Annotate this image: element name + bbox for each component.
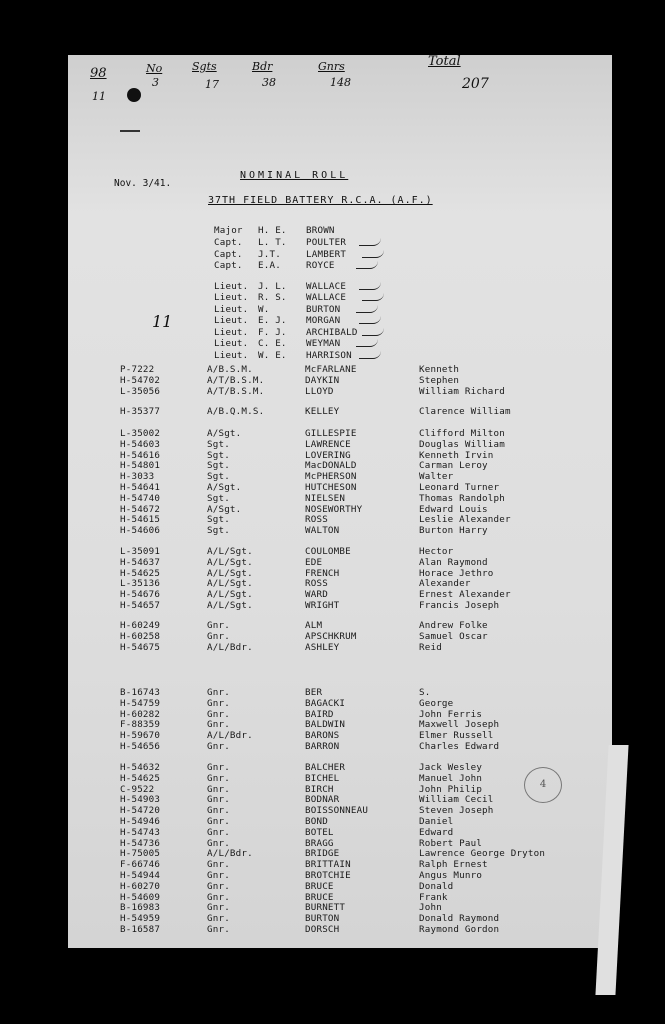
- rank: A/T/B.S.M.: [207, 374, 265, 386]
- service-number: H-54603: [120, 438, 161, 450]
- given-names: Charles Edward: [419, 741, 500, 752]
- surname: NOSEWORTHY: [305, 503, 363, 515]
- service-number: H-54959: [120, 913, 161, 925]
- given-names: Andrew Folke: [419, 620, 488, 631]
- surname: COULOMBE: [305, 546, 351, 557]
- surname: WALTON: [305, 525, 340, 537]
- surname: LLOYD: [305, 385, 334, 397]
- given-names: Hector: [419, 546, 454, 557]
- surname: LAWRENCE: [305, 438, 351, 450]
- surname: BALCHER: [305, 762, 346, 773]
- rank: Sgt.: [207, 471, 230, 483]
- given-names: Clifford Milton: [419, 428, 505, 439]
- service-number: H-75005: [120, 848, 161, 860]
- surname: LOVERING: [305, 449, 351, 461]
- given-names: Manuel John: [419, 772, 483, 784]
- note-no-value: 3: [152, 76, 159, 89]
- officer-name: HARRISON: [306, 350, 352, 361]
- note-gnr-label: Gnrs: [318, 60, 345, 73]
- officer-name: WEYMAN: [306, 338, 341, 349]
- officer-name: BURTON: [306, 304, 341, 315]
- service-number: B-16587: [120, 924, 161, 935]
- unit-name: 37TH FIELD BATTERY R.C.A. (A.F.): [208, 195, 433, 206]
- service-number: H-54637: [120, 556, 161, 568]
- surname: BRITTAIN: [305, 859, 351, 871]
- rank: Gnr.: [207, 772, 230, 784]
- officer-initials: J. L.: [258, 281, 287, 292]
- service-number: H-59670: [120, 730, 161, 742]
- given-names: Ralph Ernest: [419, 859, 488, 871]
- given-names: Edward Louis: [419, 503, 488, 515]
- rank: A/L/Bdr.: [207, 848, 253, 860]
- officer-name: ARCHIBALD: [306, 327, 358, 338]
- service-number: H-54615: [120, 514, 161, 526]
- given-names: S.: [419, 687, 431, 698]
- rank: Gnr.: [207, 630, 230, 642]
- rank: A/L/Sgt.: [207, 556, 253, 568]
- officer-initials: F. J.: [258, 327, 287, 338]
- rank: Gnr.: [207, 816, 230, 827]
- surname: NIELSEN: [305, 492, 346, 504]
- punch-hole-mark: [127, 88, 141, 102]
- given-names: Angus Munro: [419, 870, 483, 881]
- surname: BOTEL: [305, 826, 334, 838]
- service-number: H-54672: [120, 503, 161, 515]
- roll-date: Nov. 3/41.: [114, 178, 172, 189]
- surname: GILLESPIE: [305, 428, 357, 439]
- surname: EDE: [305, 556, 323, 568]
- given-names: William Cecil: [419, 794, 494, 806]
- given-names: Frank: [419, 891, 448, 903]
- service-number: H-60282: [120, 708, 161, 720]
- dash-mark: [120, 130, 140, 132]
- rank: A/L/Sgt.: [207, 578, 253, 590]
- service-number: H-3033: [120, 471, 155, 483]
- given-names: Carman Leroy: [419, 460, 488, 472]
- surname: MacDONALD: [305, 460, 357, 472]
- rank: Sgt.: [207, 514, 230, 526]
- note-total-value: 207: [462, 76, 489, 92]
- note-bdr-label: Bdr: [252, 60, 273, 73]
- service-number: H-54676: [120, 589, 161, 601]
- service-number: L-35056: [120, 385, 161, 397]
- service-number: H-54736: [120, 837, 161, 849]
- note-bdr-value: 38: [262, 76, 276, 89]
- surname: FRENCH: [305, 567, 340, 579]
- surname: BURNETT: [305, 902, 346, 914]
- officer-initials: L. T.: [258, 237, 287, 248]
- note-sgts-value: 17: [205, 78, 219, 91]
- service-number: H-54625: [120, 772, 161, 784]
- rank: Gnr.: [207, 687, 230, 698]
- service-number: H-54632: [120, 762, 161, 773]
- rank: A/B.S.M.: [207, 364, 253, 375]
- rank: Gnr.: [207, 783, 230, 795]
- given-names: Alexander: [419, 578, 471, 590]
- officer-rank: Major: [214, 225, 243, 236]
- rank: Sgt.: [207, 525, 230, 537]
- given-names: George: [419, 697, 454, 709]
- surname: DORSCH: [305, 924, 340, 935]
- note-col1-bottom: 11: [92, 90, 106, 103]
- rank: Sgt.: [207, 449, 230, 461]
- given-names: Jack Wesley: [419, 762, 483, 773]
- service-number: L-35136: [120, 578, 161, 590]
- surname: DAYKIN: [305, 374, 340, 386]
- surname: WRIGHT: [305, 600, 340, 611]
- rank: A/L/Sgt.: [207, 589, 253, 601]
- officer-rank: Lieut.: [214, 327, 249, 338]
- note-gnr-value: 148: [330, 76, 351, 89]
- service-number: H-60249: [120, 620, 161, 631]
- surname: ROSS: [305, 578, 328, 590]
- officer-name: POULTER: [306, 237, 347, 248]
- service-number: H-54657: [120, 600, 161, 611]
- service-number: H-54740: [120, 492, 161, 504]
- given-names: John Ferris: [419, 708, 483, 720]
- rank: A/Sgt.: [207, 482, 242, 493]
- rank: Gnr.: [207, 697, 230, 709]
- note-total-label: Total: [428, 54, 461, 69]
- service-number: P-7222: [120, 364, 155, 375]
- service-number: H-54743: [120, 826, 161, 838]
- service-number: H-54759: [120, 697, 161, 709]
- officer-rank: Lieut.: [214, 281, 249, 292]
- service-number: H-60258: [120, 630, 161, 642]
- surname: APSCHKRUM: [305, 630, 357, 642]
- rank: A/L/Bdr.: [207, 730, 253, 742]
- surname: BODNAR: [305, 794, 340, 806]
- given-names: Lawrence George Dryton: [419, 848, 546, 860]
- surname: BIRCH: [305, 783, 334, 795]
- service-number: H-54656: [120, 741, 161, 752]
- given-names: John: [419, 902, 442, 914]
- rank: Gnr.: [207, 902, 230, 914]
- officer-initials: E.A.: [258, 260, 281, 271]
- surname: BRIDGE: [305, 848, 340, 860]
- officer-rank: Capt.: [214, 249, 243, 260]
- page-number-stamp: 4: [524, 767, 562, 803]
- officer-name: MORGAN: [306, 315, 341, 326]
- rank: A/Sgt.: [207, 503, 242, 515]
- surname: BRUCE: [305, 891, 334, 903]
- given-names: Donald: [419, 880, 454, 892]
- note-col1-top: 98: [90, 66, 107, 81]
- given-names: Kenneth: [419, 364, 460, 375]
- officer-initials: C. E.: [258, 338, 287, 349]
- service-number: H-35377: [120, 406, 161, 417]
- rank: Gnr.: [207, 880, 230, 892]
- rank: Gnr.: [207, 762, 230, 773]
- service-number: L-35091: [120, 546, 161, 557]
- given-names: William Richard: [419, 385, 505, 397]
- rank: A/L/Sgt.: [207, 567, 253, 579]
- given-names: Steven Joseph: [419, 805, 494, 817]
- rank: A/L/Bdr.: [207, 641, 253, 653]
- given-names: Leonard Turner: [419, 482, 500, 493]
- given-names: Leslie Alexander: [419, 514, 511, 526]
- officer-name: ROYCE: [306, 260, 335, 271]
- given-names: Stephen: [419, 374, 460, 386]
- service-number: H-54944: [120, 870, 161, 881]
- surname: WARD: [305, 589, 328, 601]
- given-names: Raymond Gordon: [419, 924, 500, 935]
- officer-initials: H. E.: [258, 225, 287, 236]
- officer-name: LAMBERT: [306, 249, 347, 260]
- surname: BROTCHIE: [305, 870, 351, 881]
- officer-rank: Lieut.: [214, 315, 249, 326]
- rank: Sgt.: [207, 438, 230, 450]
- rank: A/L/Sgt.: [207, 546, 253, 557]
- given-names: Elmer Russell: [419, 730, 494, 742]
- surname: BOISSONNEAU: [305, 805, 369, 817]
- service-number: H-54625: [120, 567, 161, 579]
- given-names: Walter: [419, 471, 454, 483]
- surname: ALM: [305, 620, 323, 631]
- service-number: H-54675: [120, 641, 161, 653]
- rank: Gnr.: [207, 913, 230, 925]
- service-number: C-9522: [120, 783, 155, 795]
- rank: Gnr.: [207, 741, 230, 752]
- note-sgts-label: Sgts: [192, 60, 217, 73]
- officer-rank: Capt.: [214, 237, 243, 248]
- given-names: Reid: [419, 641, 442, 653]
- officer-rank: Capt.: [214, 260, 243, 271]
- service-number: B-16743: [120, 687, 161, 698]
- given-names: Burton Harry: [419, 525, 488, 537]
- page-title: NOMINAL ROLL: [240, 170, 349, 181]
- officer-rank: Lieut.: [214, 338, 249, 349]
- surname: BAGACKI: [305, 697, 346, 709]
- surname: BARONS: [305, 730, 340, 742]
- rank: A/Sgt.: [207, 428, 242, 439]
- given-names: Horace Jethro: [419, 567, 494, 579]
- given-names: Alan Raymond: [419, 556, 488, 568]
- service-number: L-35002: [120, 428, 161, 439]
- officer-name: WALLACE: [306, 292, 347, 303]
- surname: BER: [305, 687, 323, 698]
- rank: A/B.Q.M.S.: [207, 406, 265, 417]
- service-number: H-54801: [120, 460, 161, 472]
- given-names: Daniel: [419, 816, 454, 827]
- rank: Gnr.: [207, 708, 230, 720]
- surname: BOND: [305, 816, 328, 827]
- surname: BAIRD: [305, 708, 334, 720]
- rank: A/T/B.S.M.: [207, 385, 265, 397]
- service-number: H-54903: [120, 794, 161, 806]
- officer-rank: Lieut.: [214, 292, 249, 303]
- note-no-label: No: [146, 62, 163, 75]
- rank: Gnr.: [207, 794, 230, 806]
- surname: ROSS: [305, 514, 328, 526]
- service-number: H-54946: [120, 816, 161, 827]
- service-number: H-60270: [120, 880, 161, 892]
- surname: McPHERSON: [305, 471, 357, 483]
- service-number: H-54609: [120, 891, 161, 903]
- rank: Gnr.: [207, 924, 230, 935]
- margin-mark: 11: [152, 312, 173, 331]
- service-number: H-54702: [120, 374, 161, 386]
- rank: Gnr.: [207, 805, 230, 817]
- service-number: H-54606: [120, 525, 161, 537]
- rank: Gnr.: [207, 870, 230, 881]
- rank: Sgt.: [207, 492, 230, 504]
- officer-rank: Lieut.: [214, 350, 249, 361]
- given-names: Robert Paul: [419, 837, 483, 849]
- given-names: Ernest Alexander: [419, 589, 511, 601]
- rank: Gnr.: [207, 891, 230, 903]
- surname: KELLEY: [305, 406, 340, 417]
- surname: BICHEL: [305, 772, 340, 784]
- given-names: Maxwell Joseph: [419, 719, 500, 731]
- given-names: John Philip: [419, 783, 483, 795]
- rank: Gnr.: [207, 620, 230, 631]
- rank: Gnr.: [207, 859, 230, 871]
- service-number: H-54616: [120, 449, 161, 461]
- service-number: H-54720: [120, 805, 161, 817]
- rank: Sgt.: [207, 460, 230, 472]
- rank: Gnr.: [207, 837, 230, 849]
- officer-initials: E. J.: [258, 315, 287, 326]
- given-names: Samuel Oscar: [419, 630, 488, 642]
- surname: BARRON: [305, 741, 340, 752]
- service-number: H-54641: [120, 482, 161, 493]
- given-names: Francis Joseph: [419, 600, 500, 611]
- surname: BRUCE: [305, 880, 334, 892]
- surname: BRAGG: [305, 837, 334, 849]
- rank: Gnr.: [207, 719, 230, 731]
- surname: HUTCHESON: [305, 482, 357, 493]
- service-number: B-16983: [120, 902, 161, 914]
- officer-rank: Lieut.: [214, 304, 249, 315]
- officer-initials: R. S.: [258, 292, 287, 303]
- given-names: Clarence William: [419, 406, 511, 417]
- rank: A/L/Sgt.: [207, 600, 253, 611]
- surname: BURTON: [305, 913, 340, 925]
- officer-initials: J.T.: [258, 249, 281, 260]
- surname: McFARLANE: [305, 364, 357, 375]
- officer-initials: W.: [258, 304, 270, 315]
- officer-name: BROWN: [306, 225, 335, 236]
- given-names: Edward: [419, 826, 454, 838]
- surname: ASHLEY: [305, 641, 340, 653]
- rank: Gnr.: [207, 826, 230, 838]
- given-names: Donald Raymond: [419, 913, 500, 925]
- given-names: Kenneth Irvin: [419, 449, 494, 461]
- officer-name: WALLACE: [306, 281, 347, 292]
- service-number: F-88359: [120, 719, 161, 731]
- given-names: Douglas William: [419, 438, 505, 450]
- surname: BALDWIN: [305, 719, 346, 731]
- given-names: Thomas Randolph: [419, 492, 505, 504]
- officer-initials: W. E.: [258, 350, 287, 361]
- service-number: F-66746: [120, 859, 161, 871]
